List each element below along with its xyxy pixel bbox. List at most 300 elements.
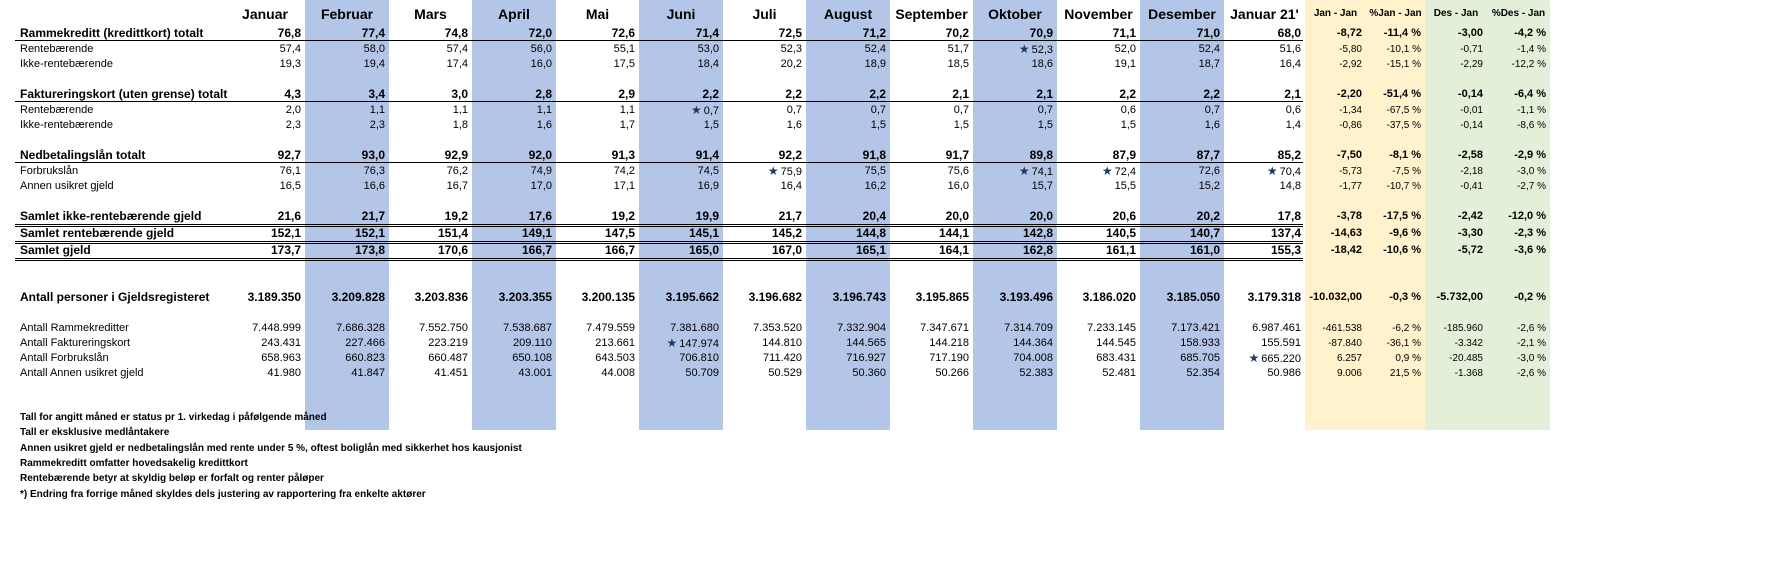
value-text: 3.189.350 (247, 290, 301, 304)
value-text: 16,2 (864, 180, 886, 192)
row-label: Samlet gjeld (20, 243, 91, 257)
value-text: 52.481 (1102, 367, 1136, 379)
change-cell: -87.840 (1328, 338, 1362, 349)
column-header-mars: Mars (414, 6, 447, 22)
value-text: 75,6 (947, 165, 969, 177)
change-cell: -10,6 % (1383, 244, 1421, 256)
value-cell (639, 226, 719, 241)
value-cell (472, 321, 552, 336)
value-cell (890, 42, 969, 57)
value-cell (556, 226, 635, 241)
value-text: 650.108 (512, 352, 552, 364)
value-cell (305, 209, 385, 224)
value-text: 1,1 (452, 104, 468, 116)
value-text: 52,0 (1114, 43, 1136, 55)
value-cell (225, 336, 301, 351)
value-cell (1140, 42, 1220, 57)
value-cell (305, 366, 385, 381)
value-cell (639, 290, 719, 305)
value-text: 16,6 (363, 180, 385, 192)
value-cell (1140, 87, 1220, 102)
value-cell (639, 164, 719, 179)
value-text: 76,3 (363, 165, 385, 177)
value-cell (1224, 321, 1301, 336)
value-text: 18,9 (864, 58, 886, 70)
row-label: Antall Forbrukslån (20, 352, 109, 364)
value-cell (389, 209, 468, 224)
value-text: 660.823 (345, 352, 385, 364)
value-cell (639, 118, 719, 133)
value-text: 140,7 (1189, 226, 1220, 240)
value-text: 18,6 (1031, 58, 1053, 70)
value-text: 74,1 (1031, 166, 1053, 178)
value-text: 685.705 (1180, 352, 1220, 364)
value-text: 72,6 (611, 26, 635, 40)
value-cell (556, 148, 635, 163)
value-cell (973, 179, 1053, 194)
star-marker-icon: ★ (1018, 42, 1030, 56)
value-cell (1057, 179, 1136, 194)
star-marker-icon: ★ (1266, 164, 1278, 178)
value-cell (305, 164, 385, 179)
value-text: 52,4 (864, 43, 886, 55)
value-text: 70,9 (1029, 26, 1053, 40)
value-cell (1224, 336, 1301, 351)
value-cell (890, 321, 969, 336)
value-text: 52,3 (780, 43, 802, 55)
change-cell: -2,1 % (1517, 338, 1546, 349)
value-cell (973, 164, 1053, 180)
value-cell (1224, 243, 1301, 258)
value-text: 19,2 (611, 209, 635, 223)
change-cell: -2,29 (1460, 59, 1483, 70)
value-cell (225, 118, 301, 133)
value-cell (225, 243, 301, 258)
footnote: Tall er eksklusive medlåntakere (20, 427, 170, 439)
value-text: 16,0 (947, 180, 969, 192)
column-header-juli: Juli (752, 6, 777, 22)
value-text: 7.233.145 (1087, 322, 1136, 334)
value-cell (472, 118, 552, 133)
value-text: 145,2 (771, 226, 802, 240)
value-cell (890, 209, 969, 224)
star-marker-icon: ★ (767, 164, 779, 178)
value-text: 85,2 (1277, 148, 1301, 162)
value-text: 57,4 (279, 43, 301, 55)
value-text: 17,0 (530, 180, 552, 192)
value-text: 58,0 (363, 43, 385, 55)
value-text: 41.451 (434, 367, 468, 379)
value-cell (723, 42, 802, 57)
value-text: 70,2 (945, 26, 969, 40)
column-header-desember: Desember (1148, 6, 1216, 22)
value-cell (389, 179, 468, 194)
change-cell: -14,63 (1330, 227, 1362, 239)
change-cell: -17,5 % (1383, 210, 1421, 222)
value-cell (305, 103, 385, 118)
value-text: 1,8 (452, 119, 468, 131)
value-text: 658.963 (261, 352, 301, 364)
value-cell (973, 209, 1053, 224)
value-text: 152,1 (354, 226, 385, 240)
value-cell (305, 87, 385, 102)
value-cell (639, 321, 719, 336)
value-cell (225, 179, 301, 194)
change-header-jan-jan: Jan - Jan (1313, 8, 1358, 19)
value-text: 92,9 (444, 148, 468, 162)
change-cell: -5.732,00 (1436, 291, 1483, 303)
value-text: 7.332.904 (837, 322, 886, 334)
value-cell (973, 321, 1053, 336)
change-cell: -37,5 % (1386, 120, 1421, 131)
value-text: 87,9 (1112, 148, 1136, 162)
value-text: 91,7 (945, 148, 969, 162)
value-text: 6.987.461 (1252, 322, 1301, 334)
value-text: 706.810 (679, 352, 719, 364)
value-text: 3.179.318 (1247, 290, 1301, 304)
value-text: 717.190 (929, 352, 969, 364)
change-cell: -185.960 (1443, 323, 1483, 334)
value-cell (225, 366, 301, 381)
value-text: 155.591 (1261, 337, 1301, 349)
value-text: 76,2 (446, 165, 468, 177)
value-text: 170,6 (437, 243, 468, 257)
star-marker-icon: ★ (1248, 351, 1260, 365)
value-text: 3.203.836 (414, 290, 468, 304)
value-cell (389, 87, 468, 102)
value-cell (806, 26, 886, 41)
value-text: 1,6 (1204, 119, 1220, 131)
value-text: 16,5 (279, 180, 301, 192)
change-cell: -3,78 (1336, 210, 1362, 222)
change-cell: -4,2 % (1514, 27, 1546, 39)
value-cell (225, 57, 301, 72)
change-cell: -36,1 % (1386, 338, 1421, 349)
change-cell: -11,4 % (1383, 27, 1421, 39)
change-cell: -1,77 (1339, 181, 1362, 192)
change-cell: -2,6 % (1517, 368, 1546, 379)
value-cell (973, 42, 1053, 58)
value-text: 7.381.680 (670, 322, 719, 334)
value-text: 144.218 (929, 337, 969, 349)
value-text: 17,6 (528, 209, 552, 223)
value-text: 2,1 (952, 87, 969, 101)
value-cell (723, 290, 802, 305)
value-text: 91,4 (695, 148, 719, 162)
value-text: 92,0 (528, 148, 552, 162)
value-cell (1224, 148, 1301, 163)
value-cell (472, 57, 552, 72)
value-cell (890, 57, 969, 72)
value-cell (806, 290, 886, 305)
value-text: 3.196.682 (748, 290, 802, 304)
value-text: 16,9 (697, 180, 719, 192)
change-cell: -67,5 % (1386, 105, 1421, 116)
value-text: 20,0 (945, 209, 969, 223)
change-cell: -2,9 % (1514, 149, 1546, 161)
value-cell (225, 26, 301, 41)
change-cell: -1,4 % (1517, 44, 1546, 55)
change-cell: -10,1 % (1386, 44, 1421, 55)
footnote: Tall for angitt måned er status pr 1. virkedag i påfølgende måned (20, 412, 327, 423)
value-cell (890, 103, 969, 118)
value-cell (639, 42, 719, 57)
value-text: 72,4 (1114, 166, 1136, 178)
value-cell (1057, 42, 1136, 57)
column-header-september: September (895, 6, 968, 22)
change-cell: -6,4 % (1514, 88, 1546, 100)
value-cell (472, 243, 552, 258)
value-cell (225, 148, 301, 163)
value-text: 20,2 (1196, 209, 1220, 223)
value-cell (723, 57, 802, 72)
value-text: 15,7 (1031, 180, 1053, 192)
value-cell (472, 87, 552, 102)
value-text: 68,0 (1277, 26, 1301, 40)
value-cell (973, 87, 1053, 102)
value-cell (1140, 26, 1220, 41)
star-marker-icon: ★ (690, 103, 702, 117)
change-header-des-jan: %Des - Jan (1491, 8, 1546, 19)
change-cell: -3,0 % (1517, 353, 1546, 364)
value-cell (225, 321, 301, 336)
change-cell: -3,30 (1457, 227, 1483, 239)
value-text: 21,7 (361, 209, 385, 223)
change-cell: -0,41 (1460, 181, 1483, 192)
change-cell: -10.032,00 (1309, 291, 1362, 303)
value-text: 16,7 (446, 180, 468, 192)
value-text: 167,0 (771, 243, 802, 257)
row-label: Antall personer i Gjeldsregisteret (20, 290, 210, 304)
value-text: 1,6 (786, 119, 802, 131)
column-header-august: August (823, 6, 873, 22)
value-text: 7.448.999 (252, 322, 301, 334)
value-text: 87,7 (1196, 148, 1220, 162)
value-cell (1057, 209, 1136, 224)
value-text: 19,1 (1114, 58, 1136, 70)
value-cell (639, 243, 719, 258)
value-cell (389, 148, 468, 163)
value-text: 7.686.328 (336, 322, 385, 334)
value-text: 2,2 (869, 87, 886, 101)
value-cell (1140, 351, 1220, 366)
value-cell (806, 351, 886, 366)
value-cell (225, 209, 301, 224)
value-text: 52,4 (1198, 43, 1220, 55)
change-cell: -6,2 % (1392, 323, 1421, 334)
value-text: 643.503 (595, 352, 635, 364)
value-cell (1224, 179, 1301, 194)
value-text: 17,1 (613, 180, 635, 192)
row-label: Ikke-rentebærende (20, 58, 113, 70)
value-cell (1140, 209, 1220, 224)
change-cell: -0,14 (1457, 88, 1483, 100)
row-label: Rentebærende (20, 104, 94, 116)
value-text: 75,9 (780, 166, 802, 178)
row-label: Annen usikret gjeld (20, 180, 114, 192)
value-text: 3.186.020 (1082, 290, 1136, 304)
value-cell (225, 164, 301, 179)
change-cell: -461.538 (1322, 323, 1362, 334)
value-cell (389, 42, 468, 57)
value-text: 1,1 (619, 104, 635, 116)
change-cell: -2,92 (1339, 59, 1362, 70)
value-text: 71,2 (862, 26, 886, 40)
value-cell (806, 336, 886, 351)
value-text: 2,0 (285, 104, 301, 116)
value-text: 50.709 (685, 367, 719, 379)
value-text: 3.195.662 (665, 290, 719, 304)
row-label: Rammekreditt (kredittkort) totalt (20, 26, 204, 40)
value-text: 3.200.135 (581, 290, 635, 304)
value-text: 77,4 (361, 26, 385, 40)
value-cell (389, 26, 468, 41)
value-cell (472, 179, 552, 194)
value-cell (472, 26, 552, 41)
value-text: 213.661 (595, 337, 635, 349)
value-cell (639, 26, 719, 41)
footnote: Rentebærende betyr at skyldig beløp er forfalt og renter påløper (20, 473, 324, 485)
value-text: 17,5 (613, 58, 635, 70)
value-cell (806, 42, 886, 57)
column-header-november: November (1064, 6, 1133, 22)
value-cell (556, 243, 635, 258)
value-cell (389, 366, 468, 381)
value-text: 137,4 (1270, 226, 1301, 240)
value-text: 0,7 (1037, 104, 1053, 116)
value-text: 4,3 (284, 87, 301, 101)
value-text: 51,6 (1279, 43, 1301, 55)
value-text: 209.110 (513, 337, 552, 349)
change-cell: -12,0 % (1508, 210, 1546, 222)
change-cell: -20.485 (1449, 353, 1483, 364)
value-text: 1,5 (870, 119, 886, 131)
change-cell: -0,2 % (1514, 291, 1546, 303)
value-cell (639, 351, 719, 366)
value-cell (1224, 57, 1301, 72)
value-text: 161,1 (1105, 243, 1136, 257)
value-text: 20,6 (1112, 209, 1136, 223)
value-text: 16,0 (530, 58, 552, 70)
value-text: 20,2 (780, 58, 802, 70)
value-text: 41.980 (267, 367, 301, 379)
change-cell: 21,5 % (1389, 368, 1421, 379)
value-text: 704.008 (1013, 352, 1053, 364)
value-text: 166,7 (604, 243, 635, 257)
value-text: 74,8 (444, 26, 468, 40)
value-text: 716.927 (846, 352, 886, 364)
value-cell (1057, 290, 1136, 305)
value-cell (472, 351, 552, 366)
value-cell (806, 226, 886, 241)
value-cell (556, 42, 635, 57)
footnote: *) Endring fra forrige måned skyldes dels justering av rapportering fra enkelte aktører (20, 488, 426, 500)
value-text: 711.420 (763, 352, 802, 364)
column-header-april: April (498, 6, 530, 22)
value-text: 147.974 (679, 338, 719, 350)
value-cell (305, 243, 385, 258)
change-cell: 0,9 % (1395, 353, 1421, 364)
value-text: 93,0 (361, 148, 385, 162)
value-cell (973, 118, 1053, 133)
value-text: 3,0 (451, 87, 468, 101)
value-cell (1057, 148, 1136, 163)
value-cell (806, 321, 886, 336)
value-cell (472, 148, 552, 163)
value-cell (639, 366, 719, 381)
value-cell (973, 103, 1053, 118)
value-cell (723, 226, 802, 241)
value-cell (389, 226, 468, 241)
value-text: 15,2 (1198, 180, 1220, 192)
value-text: 1,7 (619, 119, 635, 131)
value-cell (890, 366, 969, 381)
value-text: 149,1 (521, 226, 552, 240)
value-cell (806, 179, 886, 194)
value-text: 665.220 (1261, 353, 1301, 365)
value-text: 43.001 (518, 367, 552, 379)
value-text: 2,9 (618, 87, 635, 101)
change-cell: -2,18 (1460, 166, 1483, 177)
row-label: Samlet ikke-rentebærende gjeld (20, 209, 202, 223)
value-text: 41.847 (351, 367, 385, 379)
value-cell (973, 366, 1053, 381)
value-cell (305, 179, 385, 194)
value-cell (389, 243, 468, 258)
change-cell: -15,1 % (1386, 59, 1421, 70)
value-text: 2,2 (785, 87, 802, 101)
value-text: 152,1 (270, 226, 301, 240)
change-cell: -2,6 % (1517, 323, 1546, 334)
value-text: 2,8 (535, 87, 552, 101)
change-cell: -2,3 % (1514, 227, 1546, 239)
value-cell (225, 226, 301, 241)
value-cell (806, 243, 886, 258)
value-text: 21,7 (778, 209, 802, 223)
value-text: 0,7 (703, 105, 719, 117)
value-cell (1140, 103, 1220, 118)
value-cell (973, 57, 1053, 72)
change-cell: -0,3 % (1389, 291, 1421, 303)
value-text: 18,7 (1198, 58, 1220, 70)
value-text: 0,7 (953, 104, 969, 116)
value-cell (1140, 290, 1220, 305)
value-text: 1,1 (536, 104, 552, 116)
value-cell (973, 148, 1053, 163)
value-text: 19,4 (363, 58, 385, 70)
value-cell (1140, 321, 1220, 336)
value-text: 7.173.421 (1171, 322, 1220, 334)
value-cell (305, 321, 385, 336)
value-cell (556, 57, 635, 72)
value-text: 19,9 (695, 209, 719, 223)
value-cell (1140, 57, 1220, 72)
value-text: 161,0 (1189, 243, 1220, 257)
change-header-des-jan: Des - Jan (1433, 8, 1479, 19)
value-cell (556, 179, 635, 194)
value-cell (556, 164, 635, 179)
value-text: 50.266 (935, 367, 969, 379)
value-text: 52,3 (1031, 44, 1053, 56)
value-cell (472, 290, 552, 305)
change-cell: -10,7 % (1386, 181, 1421, 192)
change-cell: -51,4 % (1383, 88, 1421, 100)
value-text: 144.810 (762, 337, 802, 349)
value-cell (890, 290, 969, 305)
value-cell (1224, 366, 1301, 381)
change-cell: -1,1 % (1517, 105, 1546, 116)
value-cell (472, 103, 552, 118)
